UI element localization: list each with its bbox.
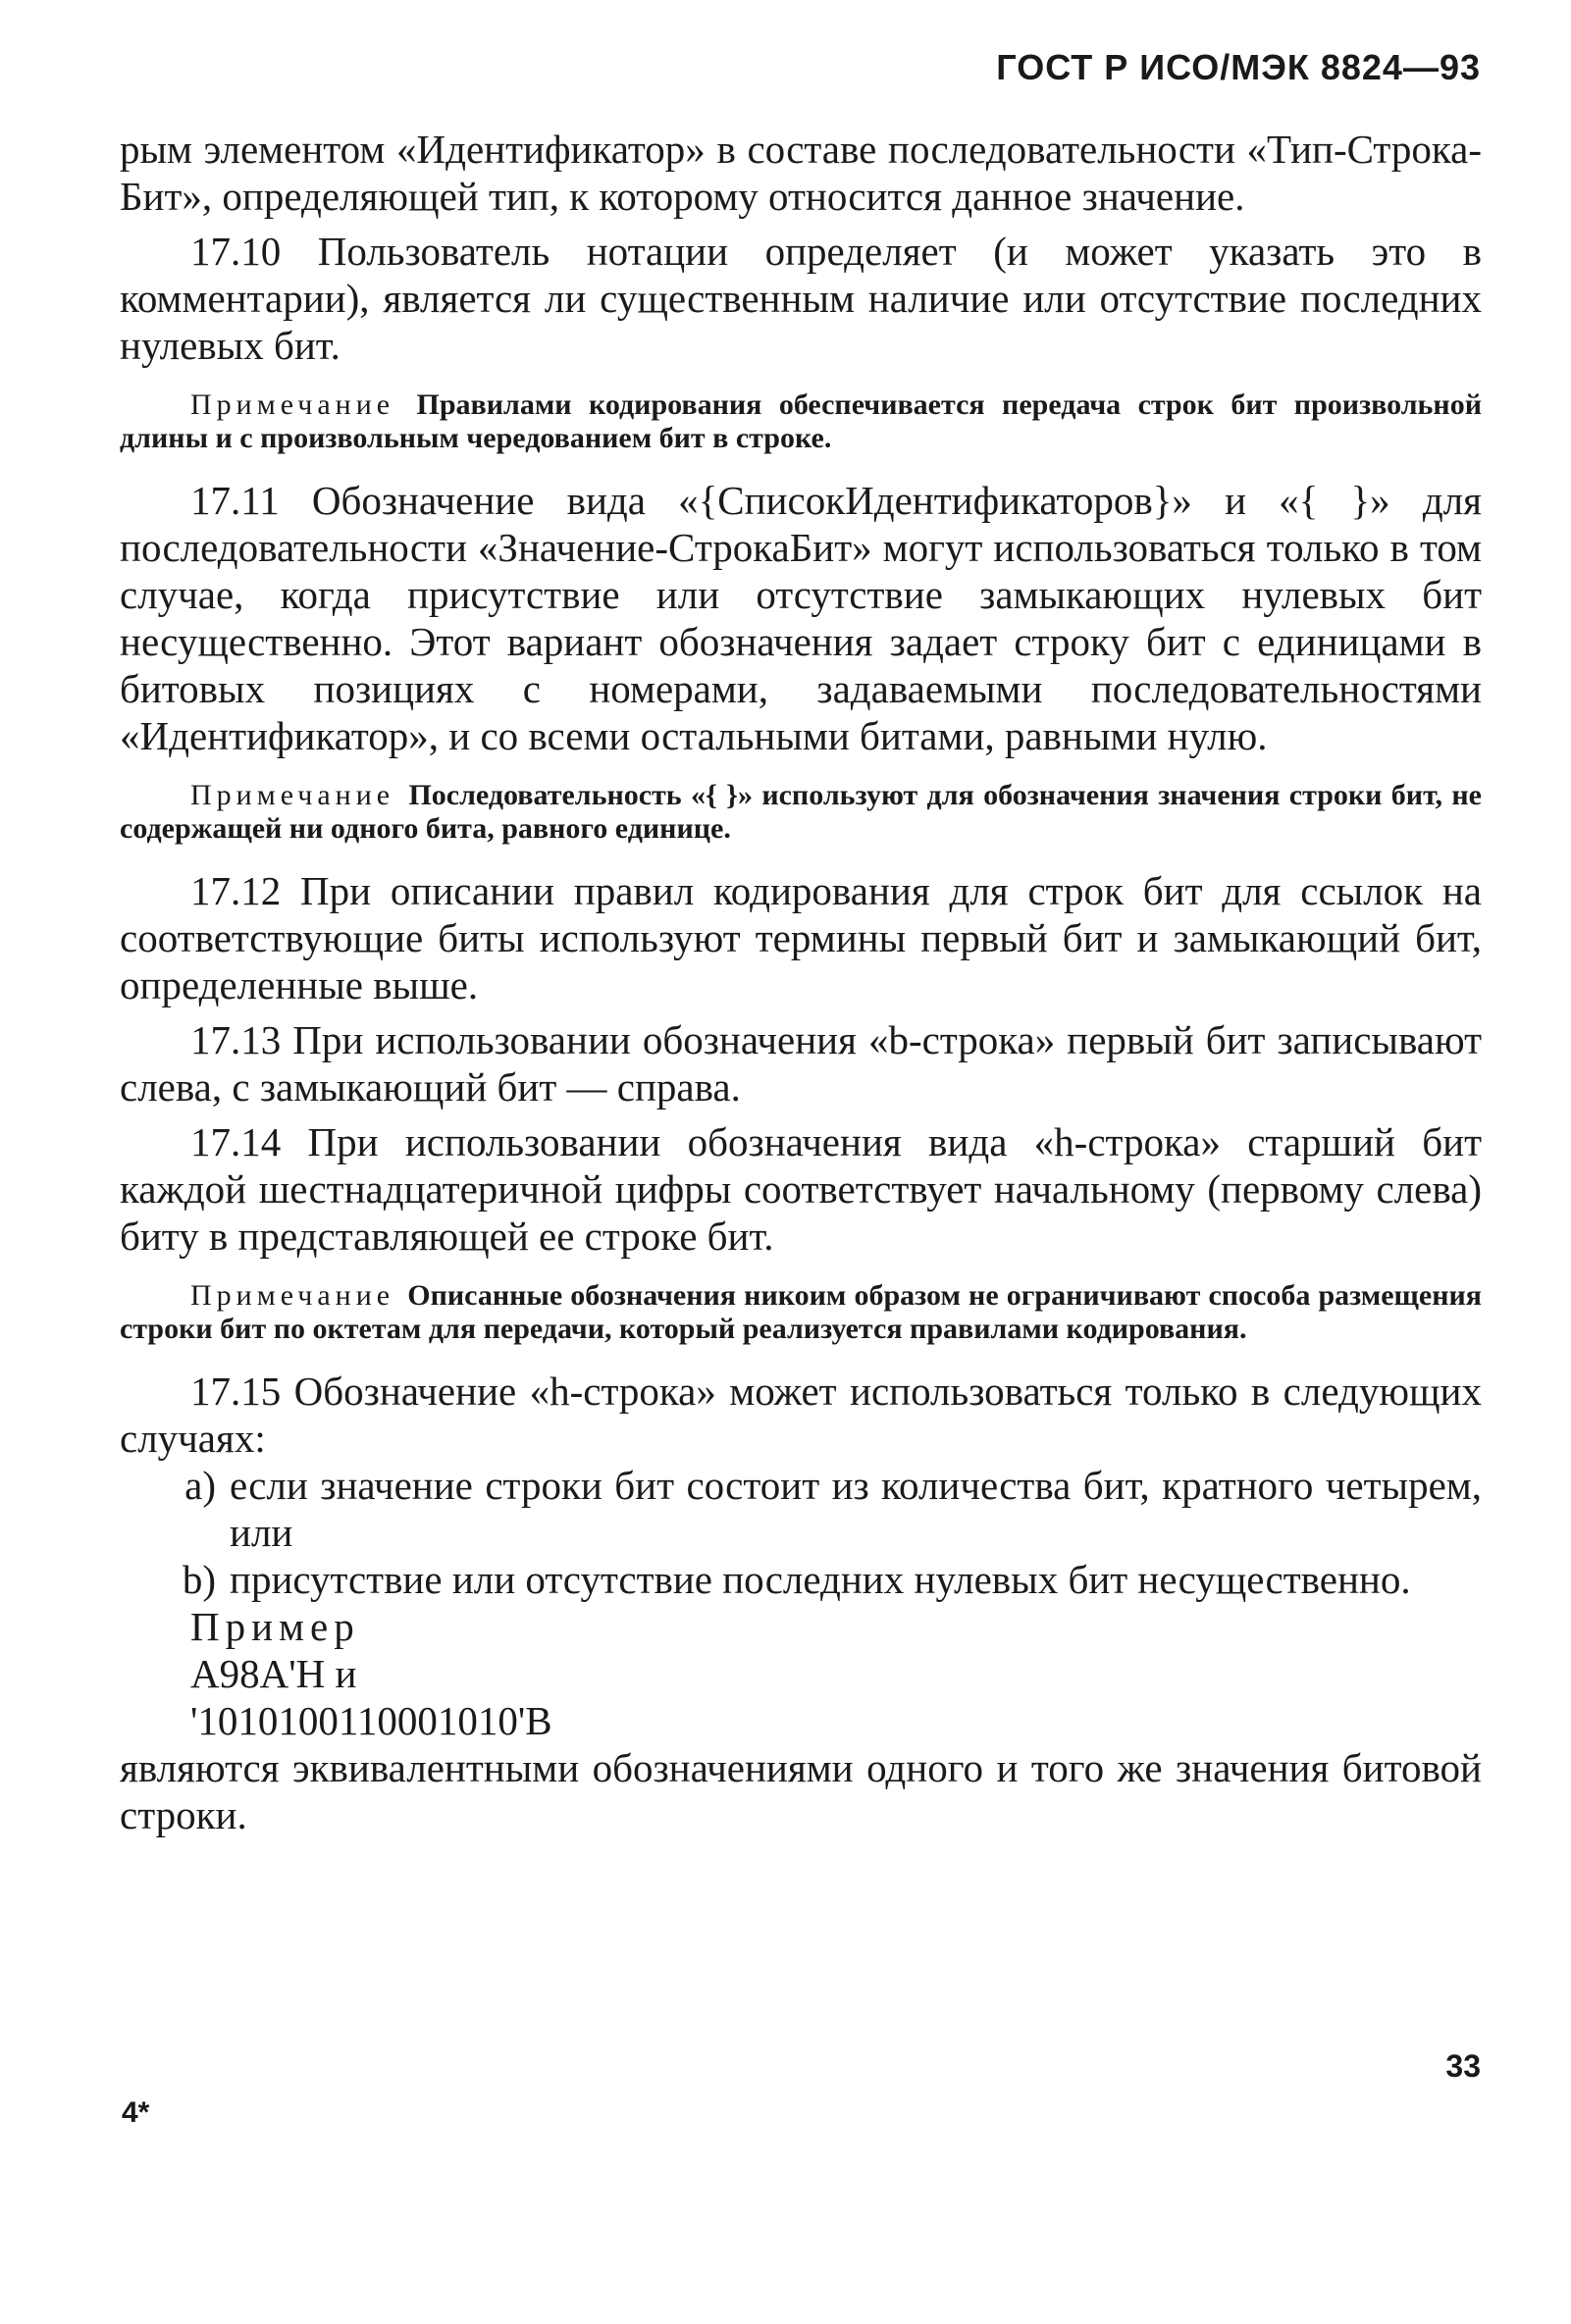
- list-text: если значение строки бит состоит из количества бит, кратного четырем, или: [230, 1463, 1482, 1555]
- paragraph-17-15: 17.15 Обозначение «h-строка» может использоваться только в следующих случаях:: [120, 1369, 1482, 1461]
- note-text: Последовательность «{ }» используют для обозначения значения строки бит, не содержащей ни одного бита, равного единице.: [120, 779, 1482, 845]
- example-line-2: '1010100110001010'B: [190, 1698, 552, 1743]
- list-marker: a): [184, 1463, 216, 1508]
- example-line-1: A98A'H и: [190, 1651, 357, 1696]
- paragraph-continuation: рым элементом «Идентификатор» в составе последовательности «Тип-Строка-Бит», определяющей тип, к которому относится данное значение.: [120, 127, 1482, 219]
- paragraph-17-14: 17.14 При использовании обозначения вида «h-строка» старший бит каждой шестнадцатеричной цифры соответствует начальному (первому слева) биту в представляющей ее строке бит.: [120, 1119, 1482, 1259]
- paragraph-17-10: 17.10 Пользователь нотации определяет (и может указать это в комментарии), является ли существенным наличие или отсутствие последних нулевых бит.: [120, 229, 1482, 368]
- note-1: [120, 388, 1482, 455]
- sheet-mark: 4*: [122, 2096, 150, 2129]
- paragraph-17-12: 17.12 При описании правил кодирования для строк бит для ссылок на соответствующие биты используют термины первый бит и замыкающий бит, определенные выше.: [120, 868, 1482, 1007]
- page-number: 33: [1445, 2048, 1481, 2084]
- example-label: Пример: [190, 1604, 360, 1649]
- note-label: Примечание: [190, 779, 409, 811]
- paragraph-17-11: 17.11 Обозначение вида «{СписокИдентификаторов}» и «{ }» для последовательности «Значение-СтрокаБит» могут использоваться только в том случае, когда присутствие или отсутствие замыкающих нулевых бит несущественно. Этот вариант обозначения задает строку бит с единицами в битовых позициях с номерами, задаваемыми последовательностями «Идентификатор», и со всеми остальными битами, равными нулю.: [120, 478, 1482, 758]
- list-item-b: [120, 1556, 1482, 1603]
- list-text: присутствие или отсутствие последних нулевых бит несущественно.: [230, 1557, 1411, 1602]
- note-3: [120, 1279, 1482, 1346]
- list-marker: b): [182, 1557, 216, 1602]
- page-content: [120, 126, 1482, 1838]
- note-label: Примечание: [190, 1279, 408, 1312]
- note-text: Правилами кодирования обеспечивается передача строк бит произвольной длины и с произвольным чередованием бит в строке.: [120, 388, 1482, 454]
- note-2: [120, 779, 1482, 846]
- paragraph-17-13: 17.13 При использовании обозначения «b-строка» первый бит записывают слева, с замыкающий бит — справа.: [120, 1017, 1482, 1110]
- page-header: ГОСТ Р ИСО/МЭК 8824—93: [996, 47, 1481, 87]
- note-text: Описанные обозначения никоим образом не ограничивают способа размещения строки бит по октетам для передачи, который реализуется правилами кодирования.: [120, 1279, 1482, 1345]
- note-label: Примечание: [190, 388, 417, 421]
- list-item-a: [120, 1462, 1482, 1556]
- paragraph-final: являются эквивалентными обозначениями одного и того же значения битовой строки.: [120, 1745, 1482, 1837]
